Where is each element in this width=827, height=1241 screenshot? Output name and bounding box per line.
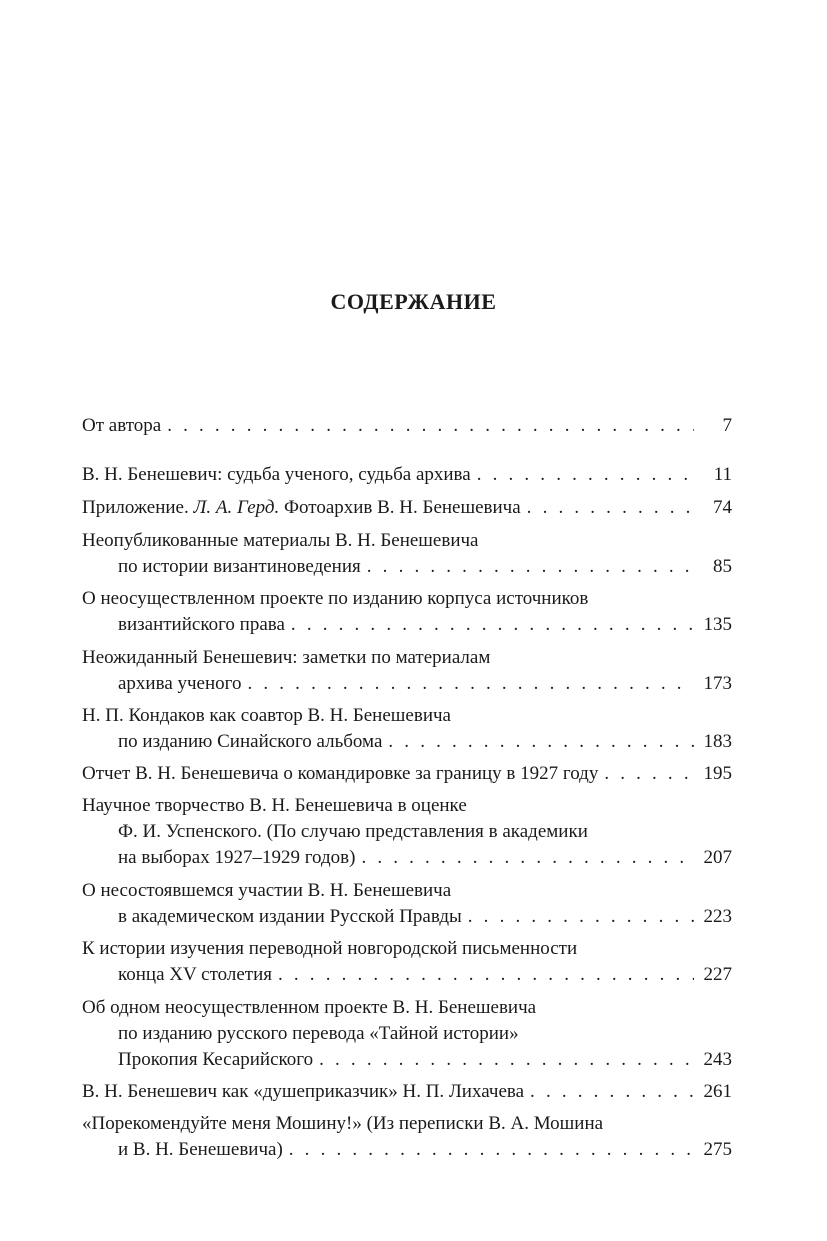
toc-line: «Порекомендуйте меня Мошину!» (Из переписки В. А. Мошина bbox=[82, 1113, 604, 1134]
entry-title: В. Н. Бенешевич: судьба ученого, судьба архива bbox=[82, 464, 471, 485]
entry-title: в академическом издании Русской Правды bbox=[118, 906, 462, 927]
leader-dots bbox=[527, 494, 694, 521]
toc-line: О неосуществленном проекте по изданию корпуса источников bbox=[82, 588, 589, 609]
page-number: 207 bbox=[703, 847, 732, 868]
table-of-contents bbox=[82, 0, 732, 1241]
page-number: 135 bbox=[703, 614, 732, 635]
toc-line bbox=[118, 728, 732, 755]
entry-author: Л. А. Герд. bbox=[193, 497, 280, 518]
leader-dots bbox=[477, 461, 694, 488]
toc-line bbox=[118, 670, 732, 697]
toc-line: Об одном неосуществленном проекте В. Н. Бенешевича bbox=[82, 997, 537, 1018]
page-number: 7 bbox=[722, 415, 732, 436]
page-number: 261 bbox=[703, 1081, 732, 1102]
toc-line bbox=[82, 461, 732, 488]
page-number: 74 bbox=[713, 497, 732, 518]
entry-prefix: Приложение. bbox=[82, 497, 189, 518]
entry-title: византийского права bbox=[118, 614, 285, 635]
leader-dots bbox=[247, 670, 694, 697]
entry-title-rest: Фотоархив В. Н. Бенешевича bbox=[284, 497, 521, 518]
leader-dots bbox=[289, 1136, 694, 1163]
toc-line bbox=[118, 553, 732, 580]
leader-dots bbox=[530, 1078, 694, 1105]
toc-line: Н. П. Кондаков как соавтор В. Н. Бенешевича bbox=[82, 705, 451, 726]
page-number: 173 bbox=[703, 673, 732, 694]
toc-line: О несостоявшемся участии В. Н. Бенешевича bbox=[82, 880, 452, 901]
entry-title: по изданию Синайского альбома bbox=[118, 731, 383, 752]
entry-title: конца XV столетия bbox=[118, 964, 272, 985]
leader-dots bbox=[367, 553, 694, 580]
toc-line: Научное творчество В. Н. Бенешевича в оценке bbox=[82, 795, 467, 816]
entry-title: и В. Н. Бенешевича) bbox=[118, 1139, 283, 1160]
toc-line bbox=[82, 494, 732, 521]
toc-line bbox=[118, 961, 732, 988]
toc-line: Неожиданный Бенешевич: заметки по материалам bbox=[82, 647, 491, 668]
toc-line: Неопубликованные материалы В. Н. Бенешевича bbox=[82, 530, 479, 551]
entry-title: Отчет В. Н. Бенешевича о командировке за границу в 1927 году bbox=[82, 763, 599, 784]
entry-title bbox=[82, 494, 521, 521]
page-number: 275 bbox=[703, 1139, 732, 1160]
page-number: 11 bbox=[713, 464, 732, 485]
entry-title: архива ученого bbox=[118, 673, 242, 694]
leader-dots bbox=[167, 412, 694, 439]
page-number: 183 bbox=[703, 731, 732, 752]
leader-dots bbox=[388, 728, 694, 755]
leader-dots bbox=[604, 760, 694, 787]
toc-line bbox=[118, 1046, 732, 1073]
page-number: 223 bbox=[703, 906, 732, 927]
leader-dots bbox=[361, 844, 694, 871]
leader-dots bbox=[278, 961, 694, 988]
entry-title: Прокопия Кесарийского bbox=[118, 1049, 314, 1070]
entry-title: В. Н. Бенешевич как «душеприказчик» Н. П. Лихачева bbox=[82, 1081, 525, 1102]
toc-line: К истории изучения переводной новгородской письменности bbox=[82, 938, 578, 959]
toc-line: по изданию русского перевода «Тайной истории» bbox=[118, 1023, 519, 1044]
toc-line bbox=[118, 903, 732, 930]
leader-dots bbox=[319, 1046, 694, 1073]
toc-line bbox=[82, 1078, 732, 1105]
page-number: 85 bbox=[713, 556, 732, 577]
leader-dots bbox=[468, 903, 694, 930]
leader-dots bbox=[291, 611, 694, 638]
toc-line bbox=[118, 844, 732, 871]
page-number: 243 bbox=[703, 1049, 732, 1070]
page-number: 195 bbox=[703, 763, 732, 784]
toc-line bbox=[118, 611, 732, 638]
toc-line: Ф. И. Успенского. (По случаю представления в академики bbox=[118, 821, 588, 842]
entry-title: От автора bbox=[82, 415, 162, 436]
toc-line bbox=[82, 412, 732, 439]
page-number: 227 bbox=[703, 964, 732, 985]
page-title: СОДЕРЖАНИЕ bbox=[330, 289, 497, 314]
toc-line bbox=[82, 760, 732, 787]
toc-line bbox=[118, 1136, 732, 1163]
entry-title: по истории византиноведения bbox=[118, 556, 361, 577]
entry-title: на выборах 1927–1929 годов) bbox=[118, 847, 356, 868]
